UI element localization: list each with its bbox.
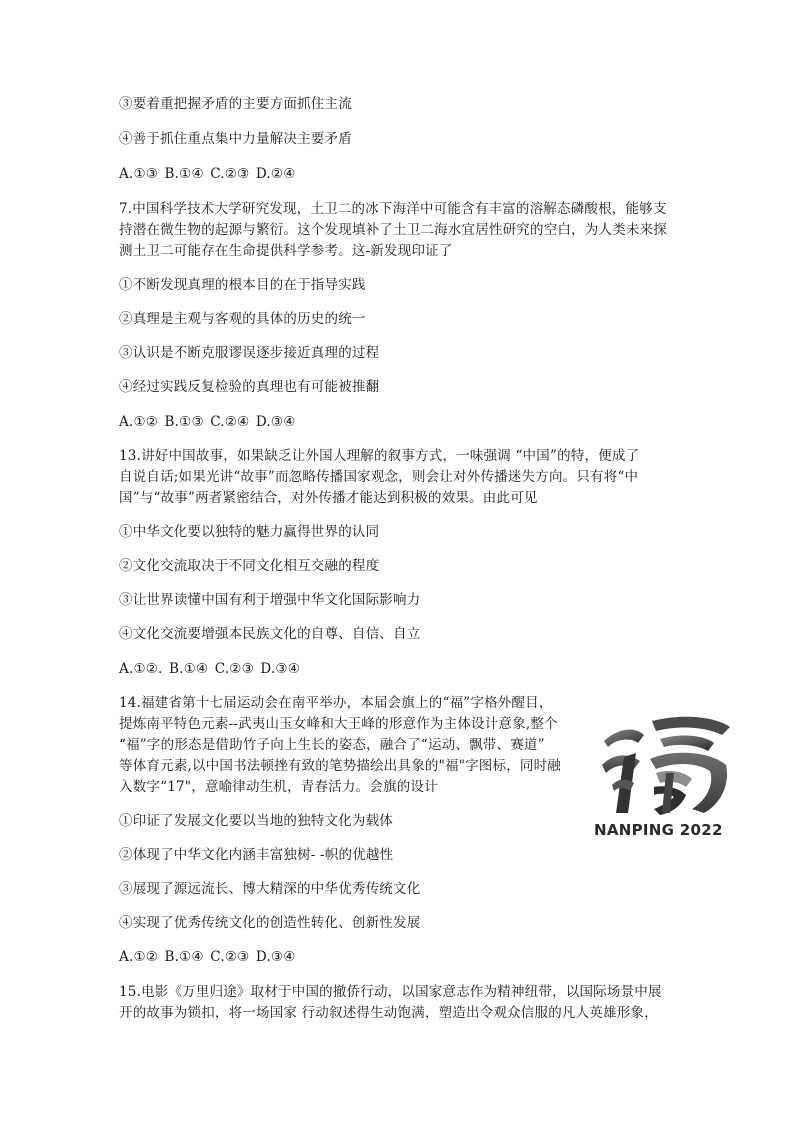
q6-choices: A.①③ B.①④ C.②③ D.②④ <box>119 166 296 182</box>
q15-stem-line-1: 15.电影《万里归途》取材于中国的撤侨行动，以国家意志作为精神纽带，以国际场景中展 <box>119 984 662 1000</box>
q7-stem-line-3: 测土卫二可能存在生命提供科学参考。这-新发现印证了 <box>119 243 453 259</box>
q15-stem-line-2: 开的故事为锁扣，将一场国家 行动叙述得生动饱满，塑造出令观众信服的凡人英雄形象， <box>119 1005 658 1021</box>
q13-stem-line-2: 自说自话;如果光讲“故事”而忽略传播国家观念，则会让对外传播迷失方向。只有将“中 <box>119 469 639 485</box>
q13-option-2: ②文化交流取决于不同文化相互交融的程度 <box>119 558 380 574</box>
logo-caption: NANPING 2022 <box>594 821 723 839</box>
q13-choices: A.①②. B.①④ C.②③ D.③④ <box>119 661 301 677</box>
q13-option-1: ①中华文化要以独特的魅力赢得世界的认同 <box>119 524 380 540</box>
q13-stem-line-1: 13.讲好中国故事，如果缺乏让外国人理解的叙事方式，一味强调 “中国”的特，便成了 <box>119 448 640 464</box>
q13-option-4: ④文化交流要增强本民族文化的自尊、自信、自立 <box>119 626 421 642</box>
q14-option-4: ④实现了优秀传统文化的创造性转化、创新性发展 <box>119 915 421 931</box>
q14-option-2: ②体现了中华文化内涵丰富独树- -帜的优越性 <box>119 847 394 863</box>
q6-option-4: ④善于抓住重点集中力量解决主要矛盾 <box>119 131 352 147</box>
q14-stem-line-2: 提炼南平特色元素--武夷山玉女峰和大王峰的形意作为主体设计意象,整个 <box>119 716 558 732</box>
q14-stem-line-3: “福”字的形态是借助竹子向上生长的姿态，融合了“运动、飘带、赛道” <box>119 737 545 753</box>
q14-option-1: ①印证了发展文化要以当地的独特文化为载体 <box>119 813 393 829</box>
q14-stem-line-1: 14.福建省第十七届运动会在南平举办，本届会旗上的“福”字格外醒目， <box>119 695 553 711</box>
q14-stem-line-4: 等体育元素,以中国书法顿挫有致的笔势描绘出具象的"福"字图标，同时融 <box>119 758 562 774</box>
q7-stem-line-1: 7.中国科学技术大学研究发现，土卫二的冰下海洋中可能含有丰富的溶解态磷酸根，能够支 <box>119 201 667 217</box>
q13-option-3: ③让世界读懂中国有利于增强中华文化国际影响力 <box>119 592 421 608</box>
q14-stem-line-5: 入数字“17"，意喻律动生机，青春活力。会旗的设计 <box>119 779 438 795</box>
q7-choices: A.①② B.①③ C.②④ D.③④ <box>119 414 296 430</box>
q13-stem-line-3: 国”与“故事”两者紧密结合，对外传播才能达到积极的效果。由此可见 <box>119 490 538 506</box>
q7-option-1: ①不断发现真理的根本目的在于指导实践 <box>119 277 366 293</box>
q6-option-3: ③要着重把握矛盾的主要方面抓住主流 <box>119 96 352 112</box>
q14-option-3: ③展现了源远流长、博大精深的中华优秀传统文化 <box>119 881 421 897</box>
q7-option-4: ④经过实践反复检验的真理也有可能被推翻 <box>119 379 380 395</box>
q14-choices: A.①② B.①④ C.②③ D.③④ <box>119 949 296 965</box>
nanping-2022-logo <box>594 713 736 843</box>
q7-option-3: ③认识是不断克服谬误逐步接近真理的过程 <box>119 345 380 361</box>
fu-emblem-icon <box>594 713 736 821</box>
q7-option-2: ②真理是主观与客观的具体的历史的统一 <box>119 311 366 327</box>
q7-stem-line-2: 持潜在微生物的起源与繁衍。这个发现填补了土卫二海水宜居性研究的空白，为人类未来探 <box>119 222 667 238</box>
